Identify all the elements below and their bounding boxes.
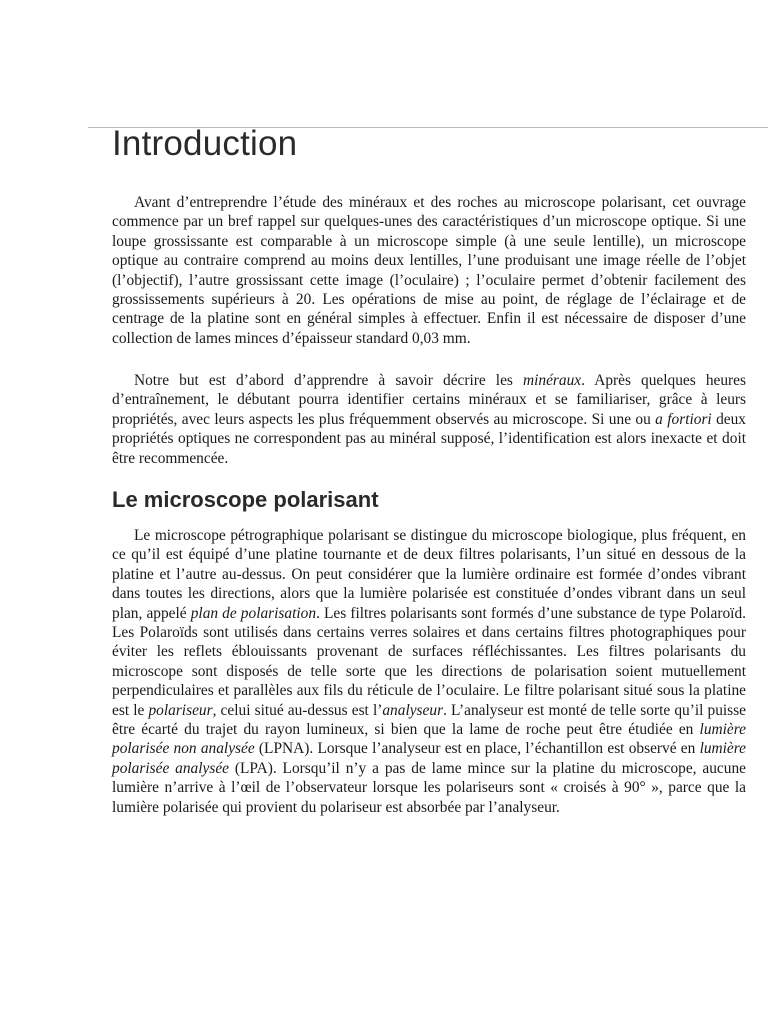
text-run: . Les filtres polarisants sont formés d’une substance de type Polaroïd. Les Polaroïds sont utilisés dans certains verres solaires et dans certains filtres photographiques pour éviter les reflets éblouissants provenant de surfaces réfléchissantes. Les filtres polarisants du microscope sont disposés de telle sorte que les directions de polarisation soient mutuellement perpendiculaires et parallèles aux fils du réticule de l’oculaire. Le filtre polarisant situé sous la platine est le <box>112 604 747 719</box>
italic-term: analyseur <box>382 701 444 719</box>
intro-paragraph-2 <box>112 371 746 468</box>
text-run: . Après quelques heures d’entraînement, le débutant pourra identifier certains minéraux et se familiariser, grâce à leurs propriétés, avec leurs aspects les plus fréquemment observés au microscope. Si une ou <box>112 372 746 428</box>
page-title: Introduction <box>112 124 298 163</box>
text-run: , celui situé au-dessus est l’ <box>212 701 383 719</box>
text-run: Le microscope pétrographique polarisant se distingue du microscope biologique, plus fréquent, en ce qu’il est équipé d’une platine tournante et de deux filtres polarisants, l’un situé en dessous de la platine et l’autre au-dessus. On peut considérer que la lumière ordinaire est formée d’ondes vibrant dans toutes les directions, alors que la lumière polarisée est constituée d’ondes vibrant dans un seul plan, appelé <box>112 527 746 622</box>
italic-term: a fortiori <box>655 410 712 428</box>
section-title: Le microscope polarisant <box>112 487 379 512</box>
text-run: deux propriétés optiques ne correspondent pas au minéral supposé, l’identification est alors inexacte et doit être recommencée. <box>112 410 747 467</box>
italic-term: polariseur <box>148 701 213 719</box>
text-run: (LPA). Lorsqu’il n’y a pas de lame mince sur la platine du microscope, aucune lumière n’arrive à l’œil de l’observateur lorsque les polariseurs sont « croisés à 90° », parce que la lumière polarisée qui provient du polariseur est absorbée par l’analyseur. <box>112 759 746 816</box>
text-run: (LPNA). Lorsque l’analyseur est en place, l’échantillon est observé en <box>254 740 700 758</box>
microscope-paragraph <box>112 526 746 817</box>
intro-paragraph-1: Avant d’entreprendre l’étude des minéraux et des roches au microscope polarisant, cet ouvrage commence par un bref rappel sur quelques-unes des caractéristiques d’un microscope optique. Si une loupe grossissante est comparable à un microscope simple (à une seule lentille), un microscope optique au contraire comprend au moins deux lentilles, l’une produisant une image réelle de l’objet (l’objectif), l’autre grossissant cette image (l’oculaire) ; l’oculaire permet d’obtenir facilement des grossissements supérieurs à 20. Les opérations de mise au point, de réglage de l’éclairage et de centrage de la platine sont en général simples à effectuer. Enfin il est nécessaire de disposer d’une collection de lames minces d’épaisseur standard 0,03 mm. <box>112 194 746 347</box>
italic-term: lumière polarisée analysée <box>112 740 747 777</box>
text-run: Notre but est d’abord d’apprendre à savoir décrire les <box>134 372 523 389</box>
text-run: . L’analyseur est monté de telle sorte qu’il puisse être écarté du trajet du rayon lumineux, si bien que la lame de roche peut être étudiée en <box>112 701 746 739</box>
italic-term: lumière polarisée non analysée <box>112 721 746 758</box>
italic-term: minéraux <box>522 372 582 389</box>
italic-term: plan de polarisation <box>190 604 317 622</box>
